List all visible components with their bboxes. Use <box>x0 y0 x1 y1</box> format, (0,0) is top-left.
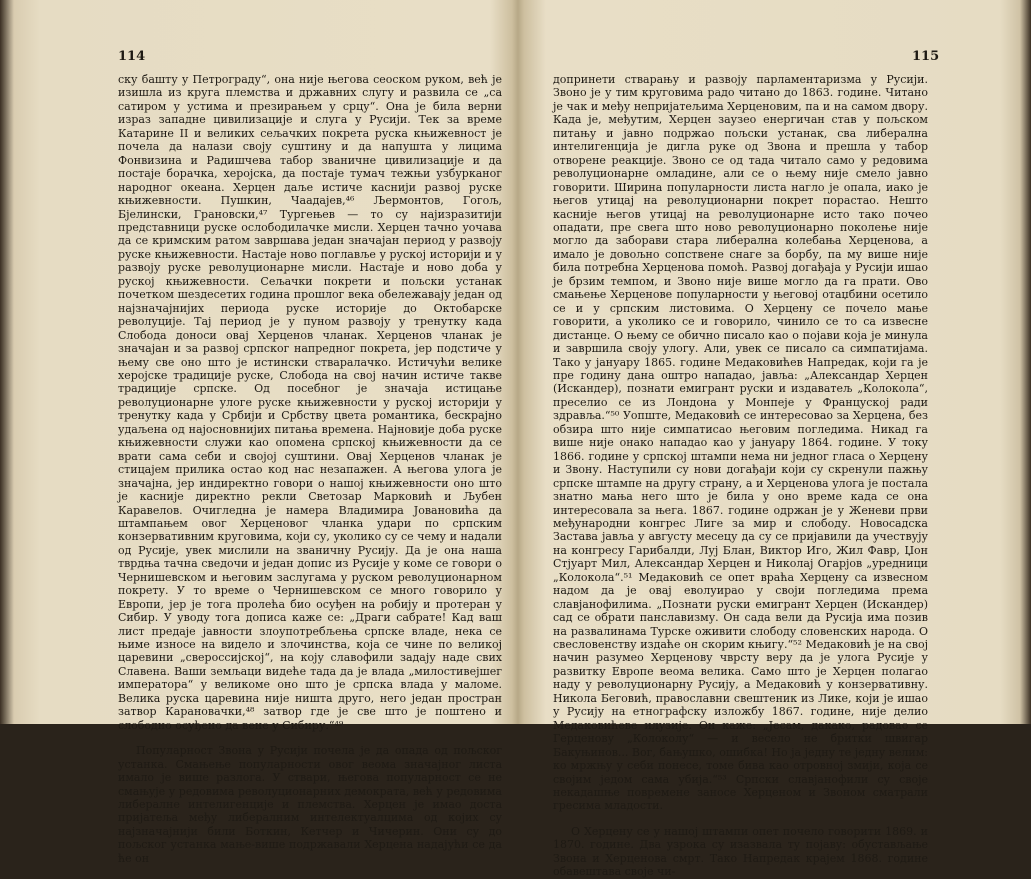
page-body <box>553 73 928 879</box>
paragraph: О Херцену се у нашој штампи опет почело говорити 1869. и 1870. године. Два узрока су изазвала ту појаву: обустављање Звона и Херценова смрт. Тако Напредак крајем 1868. године обавештава своје чи- <box>553 824 928 879</box>
page-number: 114 <box>118 49 146 64</box>
paragraph: допринети стварању и развоју парламентаризма у Русији. Звоно је у тим круговима радо читано до 1863. године. Читано је чак и међу непријатељима Херценовим, па и на самом двору. Када је, међутим, Херцен заузео енергичан став у пољском питању и јавно подржао пољски устанак, сва либерална интелигенција је дигла руке од Звона и прешла у табор отворене реакције. Звоно се од тада читало само у редовима револуционарне омладине, али се о њему није смело јавно говорити. Ширина популарности листа нагло је опала, иако је његов утицај на револуционарни покрет порастао. Нешто касније његов утицај на револуционарне исто тако почео опадати, пре свега што ново револуционарно поколење није могло да заборави стара либерална колебања Херценова, а имало је довољно сопствене снаге за борбу, па му више није била потребна Херценова помоћ. Развој догађаја у Русији ишао је брзим темпом, и Звоно није више могло да га прати. Ово смањење Херценове популарности у његовој отаџбини осетило се и у српским листовима. О Херцену се почело мање говорити, а уколико се и говорило, чинило се то са извесне дистанце. О њему се обично писало као о појави која је минула и завршила своју улогу. Али, увек се писало са симпатијама. Тако у јануару 1865. године Медаковићев Напредак, који га је пре годину дана оштро нападао, јавља: „Александар Херцен (Искандер), познати емигрант руски и издаватељ „Колокола“, преселио се из Лондона у Монпеје у Француској ради здравља.“⁵⁰ Уопште, Медаковић се интересовао за Херцена, без обзира што није симпатисао његовим погледима. Никад га више није онако нападао као у јануару 1864. године. У току 1866. године у српској штампи нема ни једног гласа о Херцену и Звону. Наступили су нови догађаји који су скренули пажњу српске штампе на другу страну, а и Херценова улога је постала знатно мања него што је била у оно време када се она интересовала за њега. 1867. године одржан је у Женеви први међународни конгрес Лиге за мир и слободу. Новосадска Застава јавља у августу месецу да су се пријавили да учествују на конгресу Гарибалди, Луј Блан, Виктор Иго, Жил Фавр, Џон Стјуарт Мил, Александар Херцен и Николај Огарјов „уредници „Колокола“.⁵¹ Медаковић се опет враћа Херцену са извесном надом да је овај еволуирао у своји погледима према славјанофилима. „Познати руски емигрант Херцен (Искандер) сад се обрати панславизму. Он сада вели да Русија има позив на развалинама Турске оживити слободу словенских народа. О свесловенству издаће он скорим књигу.“⁵² Медаковић је на свој начин разумео Херценову чврсту веру да је улога Русије у развитку Европе веома велика. Само што је Херцен полагао наду у револуционарну Русију, а Медаковић у конзервативну. Никола Беговић, православни свештеник из Лике, који је ишао у Русију на етнографску изложбу 1867. године, није делио Медаковићеве илузије. Он каже: „Јесам, дакако, радовао се Герценову „Колоколу“ — и весело не бритки швигар Бакуњинов... Вог, бањушко, ошибка! Но ја једну те једну велим: ко мржњу у себи понесе, томе бива као отровној змији, која се својим једом сама убија.“⁵³ Српски славјанофили су своје некадашње повремене заносе Херценом и Звоном сматрали гресима младости. <box>553 73 928 813</box>
right-page <box>516 0 1031 879</box>
paragraph: ску башту у Петрограду“, она није његова сеоском руком, већ је изишла из круга племства и државних слугу и развила се „са сатиром у устима и презирањем у срцу“. Она је била верни израз западне цивилизације и слуга у Русији. Тек за време Катарине II и великих сељачких покрета руска књижевност је почела да налази своју суштину и да напушта у лицима Фонвизина и Радишчева табор званичне цивилизације и да постаје борачка, херојска, да постаје тумач тежњи узбурканог народног океана. Херцен даље истиче каснији развој руске књижевности. Пушкин, Чаадајев,⁴⁶ Љермонтов, Гогољ, Бјелински, Грановски,⁴⁷ Тургењев — то су најизразитији представници руске ослободилачке мисли. Херцен тачно уочава да се кримским ратом завршава један значајан период у развоју руске књижевности. Настаје ново поглавље у руској историји и у развоју руске револуционарне мисли. Настаје и ново доба у руској књижевности. Сељачки покрети и пољски устанак почетком шездесетих година прошлог века обележавају један од најзначајнијих периода руске историје до Октобарске револуције. Тај период је у пуном развоју у тренутку када Слобода доноси овај Херценов чланак. Херценов чланак је значајан и за развој српског напредног покрета, јер подстиче у њему све оно што је истински стваралачко. Истичући велике херојске традиције руске, Слобода на свој начин истиче такве традиције српске. Од посебног је значаја истицање револуционарне улоге руске књижевности у руској историји у тренутку када у Србији и Србству цвета романтика, бескрајно удаљена од најосновнијих питања времена. Најновије доба руске књижевности служи као опомена српској књижевности да се врати сама себи и својој суштини. Овај Херценов чланак је стицајем прилика остао код нас незапажен. А његова улога је значајна, јер индиректно говори о нашој књижевности оно што је касније директно рекли Светозар Марковић и Љубен Каравелов. Очигледна је намера Владимира Јовановића да штампањем овог Херценовог чланка удари по српским конзервативним круговима, који су, уколико су се чему и надали од Русије, увек мислили на званичну Русију. Да је она наша тврдња тачна сведочи и један допис из Русије у коме се говори о Чернишевском и његовим заслугама у руском револуционарном покрету. У то време о Чернишевском се много говорило у Европи, јер је тога пролећа био осуђен на робију и протеран у Сибир. У уводу тога дописа каже се: „Драги сабрате! Кад ваш лист предаје јавности злоупотребљења српске владе, нека се њиме износе на видело и злочинства, која се чине по великој царевини „свероссијској“, на коју славофили задају наде свих Славена. Ваши земљаци видеће тада да је влада „милостивејшег императора“ у великоме оно што је српска влада у маломе. Велика руска царевина није ништа друго, него један простран затвор Карановачки,⁴⁸ затвор где је све што је поштено и слободно осуђено да вене у Сибиру.“⁴⁹ <box>118 73 502 732</box>
paragraph: Популарност Звона у Русији почела је да опада од пољског устанка. Смањење популарности овог веома значајног листа имало је више разлога. У ствари, његова популарност се не смањује у редовима револуционарних демократа, већ у редовима либералне интелигенције и племства. Херцен је имао доста пријатеља међу либералним интелектуалцима од којих су најзначајнији били Боткин, Кетчер и Чичерин. Они су до пољског устанка мање-више подржавали Херцена надајући се да ће он <box>118 744 502 865</box>
left-page <box>0 0 515 865</box>
page-number: 115 <box>912 49 940 64</box>
page-body <box>118 73 502 865</box>
